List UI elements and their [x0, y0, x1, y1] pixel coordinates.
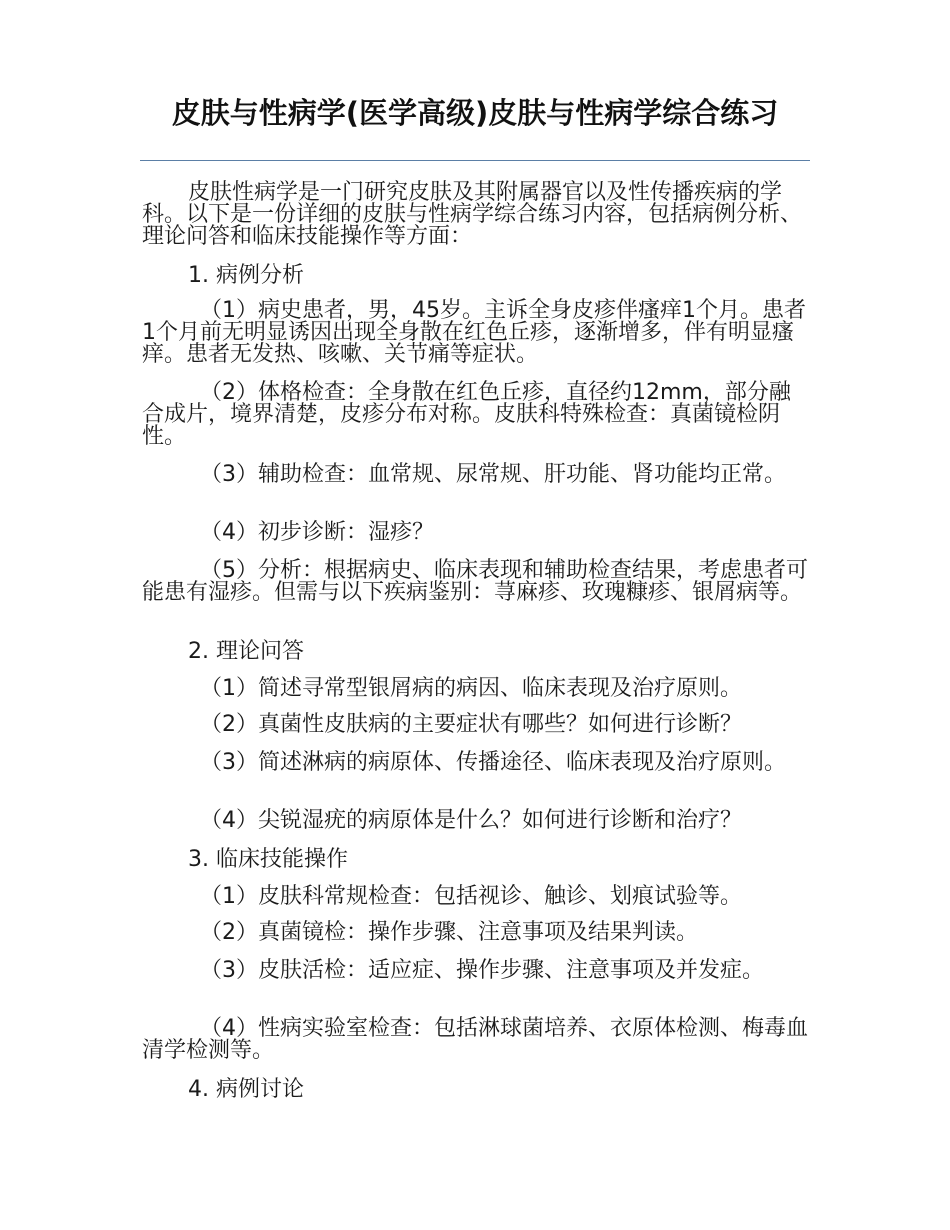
theory-item-4: （4）尖锐湿疣的病原体是什么？如何进行诊断和治疗？ [200, 808, 742, 833]
case-item-2: （2）体格检查：全身散在红色丘疹，直径约12mm，部分融合成片，境界清楚，皮疹分布对称。皮肤科特殊检查：真菌镜检阴性。 [142, 380, 791, 449]
skill-item-4: （4）性病实验室检查：包括淋球菌培养、衣原体检测、梅毒血清学检测等。 [142, 1016, 808, 1063]
document-title: 皮肤与性病学(医学高级)皮肤与性病学综合练习 [171, 96, 779, 130]
case-item-5: （5）分析：根据病史、临床表现和辅助检查结果，考虑患者可能患有湿疹。但需与以下疾病鉴别：荨麻疹、玫瑰糠疹、银屑病等。 [142, 558, 808, 605]
intro-paragraph: 皮肤性病学是一门研究皮肤及其附属器官以及性传播疾病的学科。以下是一份详细的皮肤与性病学综合练习内容，包括病例分析、理论问答和临床技能操作等方面： [142, 180, 803, 249]
section-heading-theory: 2. 理论问答 [188, 639, 304, 664]
title-divider [140, 160, 810, 161]
section-heading-clinical-skills: 3. 临床技能操作 [188, 847, 348, 872]
theory-item-3: （3）简述淋病的病原体、传播途径、临床表现及治疗原则。 [200, 750, 786, 775]
theory-item-1: （1）简述寻常型银屑病的病因、临床表现及治疗原则。 [200, 676, 742, 701]
skill-item-2: （2）真菌镜检：操作步骤、注意事项及结果判读。 [200, 920, 698, 945]
skill-item-1: （1）皮肤科常规检查：包括视诊、触诊、划痕试验等。 [200, 884, 742, 909]
case-item-4: （4）初步诊断：湿疹？ [200, 520, 434, 545]
case-item-1: （1）病史患者，男，45岁。主诉全身皮疹伴瘙痒1个月。患者1个月前无明显诱因出现全身散在红色丘疹，逐渐增多，伴有明显瘙痒。患者无发热、咳嗽、关节痛等症状。 [142, 298, 806, 367]
case-item-3: （3）辅助检查：血常规、尿常规、肝功能、肾功能均正常。 [200, 462, 786, 487]
section-heading-case-discussion: 4. 病例讨论 [188, 1077, 304, 1102]
section-heading-case-analysis: 1. 病例分析 [188, 263, 304, 288]
skill-item-3: （3）皮肤活检：适应症、操作步骤、注意事项及并发症。 [200, 958, 764, 983]
theory-item-2: （2）真菌性皮肤病的主要症状有哪些？如何进行诊断？ [200, 712, 742, 737]
